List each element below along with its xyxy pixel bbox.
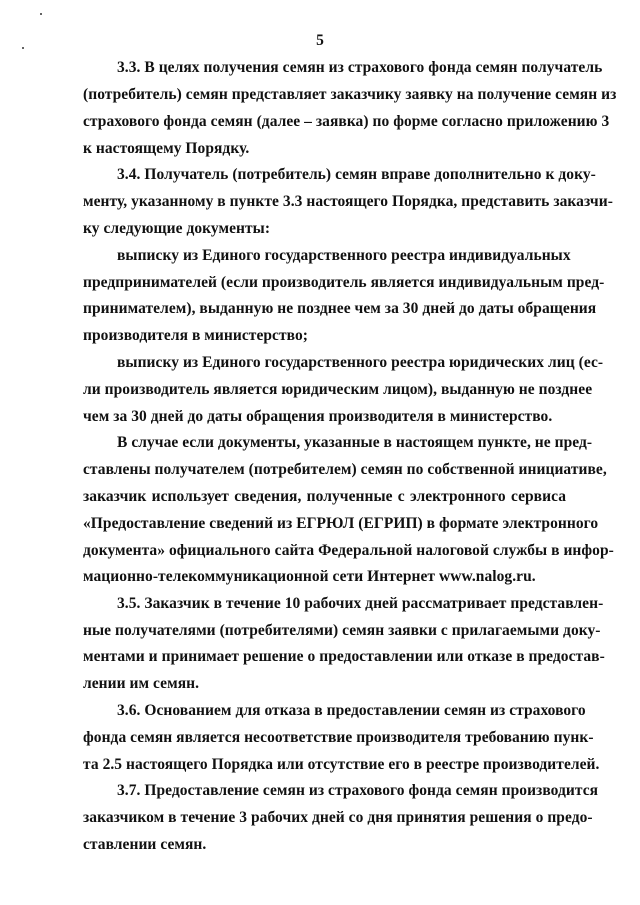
scan-speck xyxy=(40,13,42,15)
text-line: выписку из Единого государственного реестра индивидуальных xyxy=(117,247,571,264)
text-line: документа» официального сайта Федеральной налоговой службы в инфор- xyxy=(83,542,614,559)
text-line: выписку из Единого государственного реестра юридических лиц (ес- xyxy=(117,354,604,371)
text-line: В случае если документы, указанные в настоящем пункте, не пред- xyxy=(117,434,593,451)
text-line: 3.7. Предоставление семян из страхового фонда семян производится xyxy=(117,782,599,799)
text-line: 3.4. Получатель (потребитель) семян вправе дополнительно к доку- xyxy=(117,166,596,183)
text-line: лении им семян. xyxy=(83,675,200,692)
text-line: ментами и принимает решение о предоставлении или отказе в предостав- xyxy=(83,648,605,665)
text-line: производителя в министерство; xyxy=(83,327,308,344)
text-line: заказчик использует сведения, полученные с электронного сервиса xyxy=(83,488,566,505)
text-line: 3.3. В целях получения семян из страхового фонда семян получатель xyxy=(117,59,603,76)
text-line: ные получателями (потребителями) семян заявки с прилагаемыми доку- xyxy=(83,622,601,639)
page-number: 5 xyxy=(316,32,324,49)
text-line: (потребитель) семян представляет заказчику заявку на получение семян из xyxy=(83,86,617,103)
text-line: предпринимателей (если производитель является индивидуальным пред- xyxy=(83,274,605,291)
text-line: ставлены получателем (потребителем) семян по собственной инициативе, xyxy=(83,461,607,478)
text-line: та 2.5 настоящего Порядка или отсутствие его в реестре производителей. xyxy=(83,756,600,773)
text-line: ли производитель является юридическим лицом), выданную не позднее xyxy=(83,381,593,398)
text-line: ку следующие документы: xyxy=(83,220,271,237)
text-line: фонда семян является несоответствие производителя требованию пунк- xyxy=(83,729,594,746)
text-line: мационно-телекоммуникационной сети Интернет www.nalog.ru. xyxy=(83,568,536,585)
text-line: чем за 30 дней до даты обращения производителя в министерство. xyxy=(83,408,553,425)
text-line: «Предоставление сведений из ЕГРЮЛ (ЕГРИП) в формате электронного xyxy=(83,515,599,532)
text-line: заказчиком в течение 3 рабочих дней со дня принятия решения о предо- xyxy=(83,809,593,826)
text-line: 3.5. Заказчик в течение 10 рабочих дней рассматривает представлен- xyxy=(117,595,604,612)
text-line: принимателем), выданную не позднее чем за 30 дней до даты обращения xyxy=(83,300,597,317)
text-line: менту, указанному в пункте 3.3 настоящего Порядка, представить заказчи- xyxy=(83,193,613,210)
text-line: к настоящему Порядку. xyxy=(83,140,250,157)
text-line: ставлении семян. xyxy=(83,836,207,853)
text-line: 3.6. Основанием для отказа в предоставлении семян из страхового xyxy=(117,702,586,719)
text-line: страхового фонда семян (далее – заявка) по форме согласно приложению 3 xyxy=(83,113,610,130)
